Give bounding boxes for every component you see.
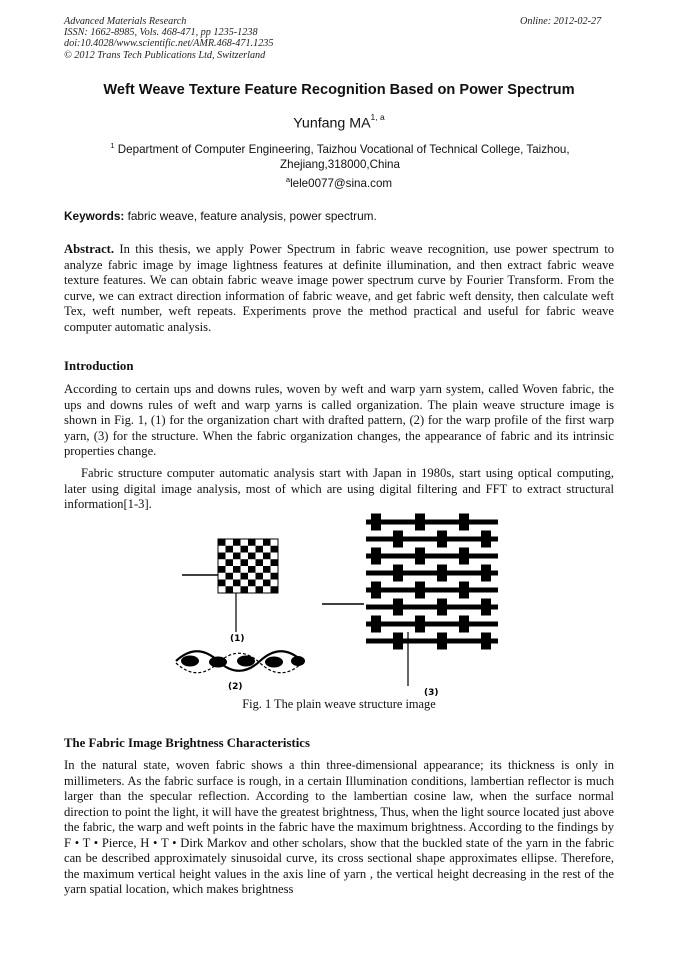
warp-yarn-segment [459, 571, 469, 576]
weft-yarn [366, 554, 498, 559]
checker-cell [271, 559, 279, 566]
warp-yarn-segment [481, 554, 491, 559]
copyright-line: © 2012 Trans Tech Publications Ltd, Switzerland [64, 49, 266, 61]
warp-yarn-segment [481, 599, 491, 616]
weft-yarn [366, 537, 498, 542]
affiliation [70, 138, 610, 173]
warp-yarn-segment [437, 622, 447, 627]
figure-label-3: (3) [424, 688, 439, 698]
author-name: Yunfang MA [293, 115, 371, 132]
warp-yarn-segment [393, 622, 403, 627]
checker-cell [233, 553, 241, 560]
email-superscript: a [285, 175, 291, 184]
warp-yarn-segment [459, 639, 469, 644]
warp-yarn-segment [459, 514, 469, 531]
checker-cell [218, 580, 226, 587]
checker-cell [226, 559, 234, 566]
warp-yarn-segment [415, 537, 425, 542]
checker-cell [271, 546, 279, 553]
warp-yarn-segment [371, 514, 381, 531]
warp-yarn-segment [393, 531, 403, 548]
warp-yarn-segment [393, 554, 403, 559]
weft-yarn [366, 639, 498, 644]
weft-yarn [366, 588, 498, 593]
journal-header [64, 16, 273, 61]
warp-yarn-segment [481, 622, 491, 627]
checker-cell [226, 573, 234, 580]
checker-cell [248, 539, 256, 546]
checker-cell [263, 539, 271, 546]
checker-cell [218, 553, 226, 560]
checker-cell [241, 573, 249, 580]
warp-yarn-segment [415, 639, 425, 644]
warp-yarn-segment [371, 639, 381, 644]
warp-yarn-segment [371, 537, 381, 542]
warp-yarn-segment [481, 520, 491, 525]
checker-cell [248, 566, 256, 573]
warp-yarn-segment [459, 605, 469, 610]
warp-yarn-segment [437, 633, 447, 650]
abstract-label: Abstract. [64, 242, 115, 256]
warp-yarn-segment [415, 582, 425, 599]
warp-yarn-segment [459, 616, 469, 633]
warp-yarn-segment [437, 588, 447, 593]
warp-yarn-segment [393, 565, 403, 582]
warp-yarn-segment [371, 571, 381, 576]
warp-yarn-segment [459, 582, 469, 599]
figure-1 [0, 510, 678, 700]
checker-cell [241, 586, 249, 593]
weft-yarn [366, 622, 498, 627]
checker-cell [263, 553, 271, 560]
keywords-label: Keywords: [64, 209, 125, 223]
checker-cell [248, 580, 256, 587]
author-superscript: 1, a [370, 112, 385, 122]
online-date: Online: 2012-02-27 [520, 16, 602, 27]
warp-yarn-segment [481, 633, 491, 650]
warp-yarn-segment [481, 531, 491, 548]
checker-cell [241, 559, 249, 566]
abstract-text: In this thesis, we apply Power Spectrum in fabric weave recognition, use power spectrum to analyze fabric image by image lightness features at definite illumination, and then extract fabric weave texture features. We can obtain fabric weave image power spectrum curve by Fourier Transform. From the curve, we can extract direction information of fabric weave, and get fabric weft density, then calculate weft Tex, weft number, weft repeats. Experiments prove the method practical and useful for fabric weave computer automatic analysis. [64, 242, 614, 334]
weave-structure [366, 514, 498, 650]
warp-yarn-segment [371, 605, 381, 610]
checker-cell [256, 546, 264, 553]
figure-caption: Fig. 1 The plain weave structure image [242, 697, 436, 711]
warp-yarn-segment [437, 599, 447, 616]
checker-cell [271, 573, 279, 580]
warp-yarn-segment [415, 616, 425, 633]
email-address[interactable]: lele0077@sina.com [290, 176, 393, 190]
checker-cell [226, 546, 234, 553]
warp-yarn-segment [415, 571, 425, 576]
figure-label-2: (2) [228, 682, 243, 692]
paper-title: Weft Weave Texture Feature Recognition Based on Power Spectrum [103, 82, 575, 98]
warp-yarn-segment [393, 633, 403, 650]
checker-cell [233, 580, 241, 587]
warp-profile [176, 651, 305, 673]
checker-cell [241, 546, 249, 553]
warp-yarn-segment [459, 537, 469, 542]
checker-cell [218, 539, 226, 546]
issn-line: ISSN: 1662-8985, Vols. 468-471, pp 1235-1238 [64, 27, 258, 39]
warp-yarn-segment [459, 548, 469, 565]
introduction-paragraph-1: According to certain ups and downs rules, woven by weft and warp yarn system, called Woven fabric, the ups and downs rules of weft and warp yarns is called organization. The plain weave structure image is shown in Fig. 1, (1) for the organization chart with drafted pattern, (2) for the warp profile of the first warp yarn, (3) for the structure. When the fabric organization changes, the appearance of fabric and its intrinsic properties change. [64, 382, 614, 458]
checker-cell [271, 586, 279, 593]
abstract [64, 242, 614, 335]
keywords [64, 209, 614, 223]
affiliation-superscript: 1 [110, 141, 115, 150]
warp-yarn-segment [393, 520, 403, 525]
weft-yarn [366, 520, 498, 525]
checker-cell [263, 566, 271, 573]
warp-yarn-segment [415, 605, 425, 610]
author-line [0, 114, 678, 132]
warp-yarn-segment [415, 548, 425, 565]
checker-cell [218, 566, 226, 573]
checker-cell [233, 566, 241, 573]
warp-yarn-segment [371, 616, 381, 633]
checker-cell [263, 580, 271, 587]
introduction-heading: Introduction [64, 359, 134, 373]
organization-chart [218, 539, 278, 593]
checker-cell [226, 586, 234, 593]
weft-yarn [366, 571, 498, 576]
warp-yarn-segment [371, 548, 381, 565]
checker-cell [233, 539, 241, 546]
warp-yarn-segment [437, 531, 447, 548]
brightness-heading: The Fabric Image Brightness Characteristics [64, 736, 310, 750]
warp-yarn-segment [437, 565, 447, 582]
figure-label-1: (1) [230, 634, 245, 644]
warp-yarn-segment [481, 565, 491, 582]
journal-name: Advanced Materials Research [64, 16, 187, 27]
warp-yarn-segment [437, 554, 447, 559]
introduction-paragraph-2: Fabric structure computer automatic analysis start with Japan in 1980s, start using optical computing, later using digital image analysis, most of which are using digital filtering and FFT to extract structural information[1-3]. [64, 466, 614, 511]
warp-yarn-segment [393, 588, 403, 593]
checker-cell [256, 573, 264, 580]
email-line [0, 175, 678, 190]
warp-yarn-segment [393, 599, 403, 616]
weft-yarn [366, 605, 498, 610]
doi-line: doi:10.4028/www.scientific.net/AMR.468-471.1235 [64, 38, 274, 50]
brightness-paragraph: In the natural state, woven fabric shows a thin three-dimensional appearance; its thickness is only in millimeters. As the fabric surface is rough, in a certain Illumination conditions, lambertian reflector is much larger than the specular reflection. According to the lambertian cosine law, when the surface normal direction to point the light, it will have the greatest brightness, Thus, when the light source located just above the fabric, the warp and weft points in the fabric have the maximum brightness. According to the findings by F • T • Pierce, H • T • Dirk Markov and other scholars, show that the buckled state of the yarn in the fabric can be described approximately sinusoidal curve, its cross sectional shape approximates ellipse. Therefore, the maximum vertical height values in the axis line of yarn , the vertical height decreasing in the rest of the yarn spatial location, which makes brightness [64, 758, 614, 896]
warp-yarn-segment [371, 582, 381, 599]
warp-yarn-segment [415, 514, 425, 531]
warp-yarn-segment [437, 520, 447, 525]
checker-cell [248, 553, 256, 560]
keywords-text: fabric weave, feature analysis, power spectrum. [127, 209, 377, 223]
checker-cell [256, 586, 264, 593]
plain-weave-figure [0, 510, 678, 700]
warp-yarn-segment [481, 588, 491, 593]
checker-cell [256, 559, 264, 566]
affiliation-text: Department of Computer Engineering, Taizhou Vocational of Technical College, Taizhou, Zhejiang,318000,China [117, 142, 570, 172]
